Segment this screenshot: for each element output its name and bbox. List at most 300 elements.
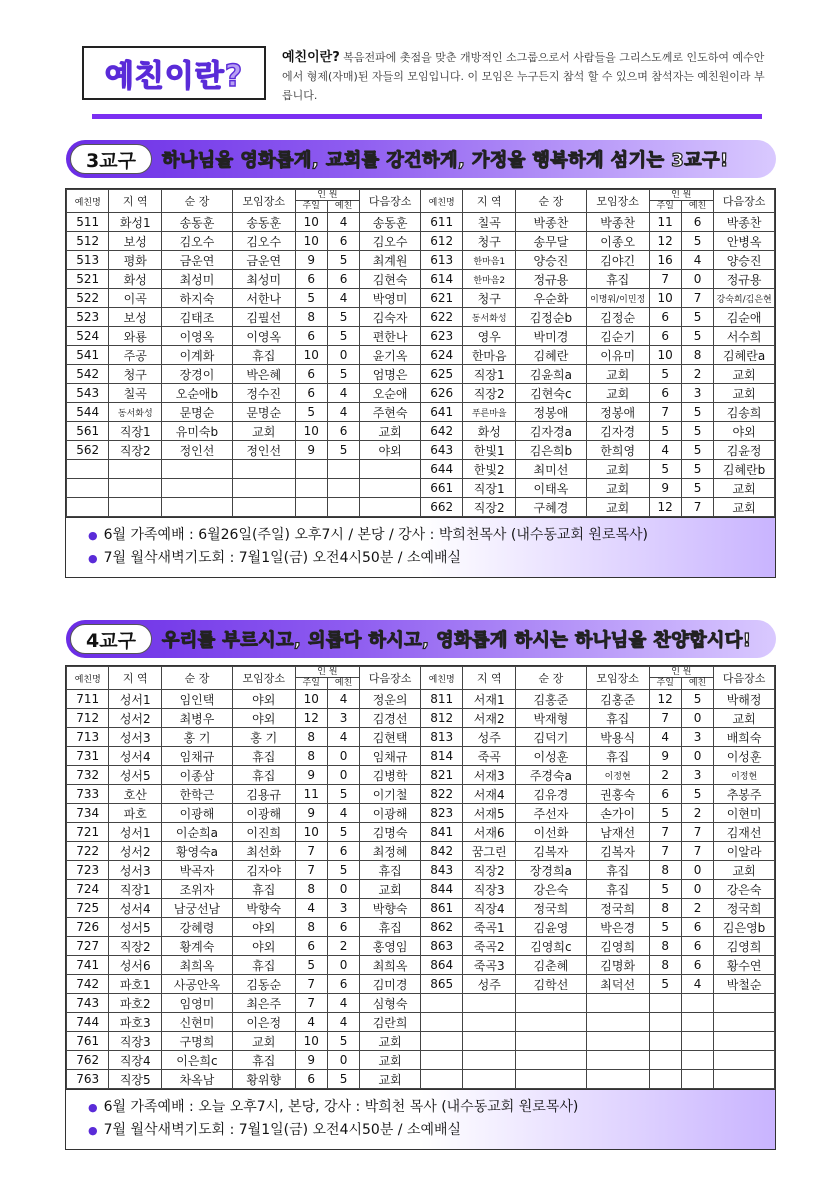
table-cell: 서재1 bbox=[463, 690, 516, 709]
table-cell: 휴집 bbox=[360, 918, 421, 937]
table-cell: 5 bbox=[327, 365, 359, 384]
table-cell bbox=[714, 1070, 775, 1089]
table-cell: 9 bbox=[649, 479, 681, 498]
table-cell: 김홍준 bbox=[516, 690, 587, 709]
table-cell: 교회 bbox=[586, 479, 649, 498]
table-cell: 김미경 bbox=[360, 975, 421, 994]
table-cell: 조위자 bbox=[162, 880, 233, 899]
table-cell bbox=[586, 1051, 649, 1070]
table-cell: 서재2 bbox=[463, 709, 516, 728]
table-cell: 4 bbox=[327, 728, 359, 747]
table-cell: 오순애b bbox=[162, 384, 233, 403]
table-cell: 614 bbox=[420, 270, 462, 289]
table-cell: 김현숙c bbox=[516, 384, 587, 403]
table-cell: 10 bbox=[295, 422, 327, 441]
table-cell bbox=[162, 460, 233, 479]
table-cell: 임인택 bbox=[162, 690, 233, 709]
table-cell: 김필선 bbox=[232, 308, 295, 327]
table-cell: 교회 bbox=[714, 365, 775, 384]
table-cell: 휴집 bbox=[232, 346, 295, 365]
table-cell: 2 bbox=[681, 899, 713, 918]
table-cell: 강숙희/김은현 bbox=[714, 289, 775, 308]
table-cell: 6 bbox=[681, 937, 713, 956]
table-cell: 이태옥 bbox=[516, 479, 587, 498]
table-cell: 최은주 bbox=[232, 994, 295, 1013]
table-cell: 8 bbox=[649, 956, 681, 975]
table-cell: 7 bbox=[295, 994, 327, 1013]
table-cell: 743 bbox=[67, 994, 109, 1013]
table-row bbox=[67, 403, 775, 422]
table-cell: 성주 bbox=[463, 975, 516, 994]
table-cell: 정봉애 bbox=[516, 403, 587, 422]
table-cell: 742 bbox=[67, 975, 109, 994]
col-leader: 순 장 bbox=[516, 667, 587, 690]
table-cell: 직장1 bbox=[463, 479, 516, 498]
table-row bbox=[67, 690, 775, 709]
table-cell: 김은희b bbox=[516, 441, 587, 460]
col-attendance: 인 원 주일 예친 bbox=[649, 190, 714, 213]
table-cell: 561 bbox=[67, 422, 109, 441]
table-row bbox=[67, 728, 775, 747]
table-cell: 교회 bbox=[360, 880, 421, 899]
table-cell: 휴집 bbox=[232, 956, 295, 975]
table-row bbox=[67, 365, 775, 384]
table-cell: 김정순b bbox=[516, 308, 587, 327]
col-leader: 순 장 bbox=[162, 190, 233, 213]
table-cell: 휴집 bbox=[232, 747, 295, 766]
table-cell: 금운연 bbox=[162, 251, 233, 270]
table-cell: 0 bbox=[681, 747, 713, 766]
table-cell: 서재6 bbox=[463, 823, 516, 842]
table-cell: 심형숙 bbox=[360, 994, 421, 1013]
table-cell: 파호2 bbox=[109, 994, 162, 1013]
table-cell: 723 bbox=[67, 861, 109, 880]
table-cell: 6 bbox=[649, 308, 681, 327]
table-cell: 12 bbox=[649, 690, 681, 709]
table-cell: 강은숙 bbox=[516, 880, 587, 899]
table-row bbox=[67, 1013, 775, 1032]
table-cell: 야외 bbox=[714, 422, 775, 441]
table-cell bbox=[109, 460, 162, 479]
table-cell bbox=[681, 994, 713, 1013]
table-cell: 성주 bbox=[463, 728, 516, 747]
table-cell: 641 bbox=[420, 403, 462, 422]
col-next: 다음장소 bbox=[714, 667, 775, 690]
table-cell bbox=[681, 1013, 713, 1032]
table-cell: 5 bbox=[327, 251, 359, 270]
table-row bbox=[67, 880, 775, 899]
table-cell: 5 bbox=[327, 327, 359, 346]
table-cell bbox=[327, 498, 359, 517]
table-cell: 10 bbox=[295, 213, 327, 232]
table-cell bbox=[295, 460, 327, 479]
table-cell: 직장2 bbox=[109, 937, 162, 956]
table-cell: 김명숙 bbox=[360, 823, 421, 842]
table-cell: 7 bbox=[295, 975, 327, 994]
table-row bbox=[67, 479, 775, 498]
table-cell: 직장2 bbox=[463, 384, 516, 403]
table-cell: 5 bbox=[327, 441, 359, 460]
table-cell: 이정현 bbox=[714, 766, 775, 785]
table-cell: 박종찬 bbox=[516, 213, 587, 232]
table-cell: 4 bbox=[327, 289, 359, 308]
table-cell: 휴집 bbox=[360, 861, 421, 880]
table-cell: 교회 bbox=[360, 1051, 421, 1070]
table-cell: 죽곡 bbox=[463, 747, 516, 766]
table-cell: 이영옥 bbox=[232, 327, 295, 346]
table-cell: 4 bbox=[327, 804, 359, 823]
table-row bbox=[67, 327, 775, 346]
table-cell: 844 bbox=[420, 880, 462, 899]
col-id: 예친명 bbox=[67, 667, 109, 690]
table-cell: 이진희 bbox=[232, 823, 295, 842]
table-cell: 4 bbox=[327, 690, 359, 709]
table-cell: 김숙자 bbox=[360, 308, 421, 327]
table-row bbox=[67, 785, 775, 804]
table-cell bbox=[232, 460, 295, 479]
table-cell: 하지숙 bbox=[162, 289, 233, 308]
col-leader: 순 장 bbox=[516, 190, 587, 213]
table-cell: 정국희 bbox=[714, 899, 775, 918]
table-cell: 야외 bbox=[232, 937, 295, 956]
table-cell: 5 bbox=[681, 785, 713, 804]
table-cell bbox=[649, 1013, 681, 1032]
table-cell: 와룡 bbox=[109, 327, 162, 346]
table-cell: 장경이 bbox=[162, 365, 233, 384]
table-cell: 김정순 bbox=[586, 308, 649, 327]
table-cell: 0 bbox=[327, 766, 359, 785]
table-cell: 8 bbox=[295, 918, 327, 937]
table-cell: 청구 bbox=[463, 289, 516, 308]
table-cell: 5 bbox=[681, 460, 713, 479]
table-cell: 최성미 bbox=[232, 270, 295, 289]
notes bbox=[66, 1089, 775, 1149]
table-cell bbox=[295, 498, 327, 517]
table-cell: 정규용 bbox=[516, 270, 587, 289]
table-cell: 2 bbox=[649, 766, 681, 785]
table-cell bbox=[67, 479, 109, 498]
table-cell: 12 bbox=[649, 498, 681, 517]
table-cell: 524 bbox=[67, 327, 109, 346]
table-cell bbox=[714, 1013, 775, 1032]
table-cell: 12 bbox=[649, 232, 681, 251]
table-cell: 0 bbox=[327, 346, 359, 365]
table-cell: 7 bbox=[681, 498, 713, 517]
table-cell: 박종찬 bbox=[586, 213, 649, 232]
note-item: ● 6월 가족예배 : 오늘 오후7시, 본당, 강사 : 박희천 목사 (내수동교회 원로목사) bbox=[88, 1096, 775, 1119]
table-cell: 522 bbox=[67, 289, 109, 308]
table-cell: 차옥남 bbox=[162, 1070, 233, 1089]
table-cell bbox=[586, 994, 649, 1013]
table-cell: 칠곡 bbox=[109, 384, 162, 403]
table-cell: 교회 bbox=[586, 384, 649, 403]
table-cell: 푸른마을 bbox=[463, 403, 516, 422]
table-cell: 남재선 bbox=[586, 823, 649, 842]
table-cell: 김자야 bbox=[232, 861, 295, 880]
table-cell: 박은경 bbox=[586, 918, 649, 937]
table-cell: 죽곡2 bbox=[463, 937, 516, 956]
table-cell: 김윤정 bbox=[714, 441, 775, 460]
table-cell: 김순애 bbox=[714, 308, 775, 327]
table-cell: 734 bbox=[67, 804, 109, 823]
table-cell: 이광해 bbox=[162, 804, 233, 823]
table-cell: 762 bbox=[67, 1051, 109, 1070]
table-cell: 11 bbox=[649, 213, 681, 232]
table-cell: 정인선 bbox=[232, 441, 295, 460]
table-cell: 사공안옥 bbox=[162, 975, 233, 994]
table-cell: 0 bbox=[327, 747, 359, 766]
table-cell: 화성 bbox=[109, 270, 162, 289]
table-cell: 교회 bbox=[360, 1032, 421, 1051]
table-cell: 직장1 bbox=[109, 422, 162, 441]
table-cell: 4 bbox=[327, 213, 359, 232]
table-cell: 4 bbox=[295, 899, 327, 918]
table-cell: 8 bbox=[295, 728, 327, 747]
table-cell: 5 bbox=[681, 327, 713, 346]
table-cell: 정봉애 bbox=[586, 403, 649, 422]
table-cell bbox=[360, 479, 421, 498]
table-cell: 한희영 bbox=[586, 441, 649, 460]
section4-banner bbox=[66, 620, 776, 658]
table-cell: 6 bbox=[649, 384, 681, 403]
table-row bbox=[67, 346, 775, 365]
table-cell: 6 bbox=[295, 937, 327, 956]
table-cell: 양승진 bbox=[516, 251, 587, 270]
table-cell: 보성 bbox=[109, 308, 162, 327]
table-cell: 김영희c bbox=[516, 937, 587, 956]
table-row bbox=[67, 899, 775, 918]
table-cell: 야외 bbox=[232, 690, 295, 709]
table-cell: 624 bbox=[420, 346, 462, 365]
table-cell: 김현숙 bbox=[360, 270, 421, 289]
intro-text bbox=[282, 48, 772, 105]
table-cell: 직장5 bbox=[109, 1070, 162, 1089]
table-cell: 621 bbox=[420, 289, 462, 308]
table-cell: 6 bbox=[327, 918, 359, 937]
table-cell: 직장1 bbox=[109, 880, 162, 899]
table-cell bbox=[360, 498, 421, 517]
table-cell: 정국희 bbox=[516, 899, 587, 918]
table-cell: 0 bbox=[681, 709, 713, 728]
table-row bbox=[67, 251, 775, 270]
table-row bbox=[67, 498, 775, 517]
table-cell: 호산 bbox=[109, 785, 162, 804]
table-cell: 865 bbox=[420, 975, 462, 994]
table-cell: 윤기옥 bbox=[360, 346, 421, 365]
table-cell bbox=[649, 994, 681, 1013]
table-cell: 야외 bbox=[360, 441, 421, 460]
table-cell: 박종찬 bbox=[714, 213, 775, 232]
table-cell: 보성 bbox=[109, 232, 162, 251]
table-cell: 김경선 bbox=[360, 709, 421, 728]
table-cell: 꿈그린 bbox=[463, 842, 516, 861]
table-cell: 10 bbox=[649, 289, 681, 308]
table-cell: 이은정 bbox=[232, 1013, 295, 1032]
section3-table bbox=[65, 188, 776, 578]
table-cell: 8 bbox=[649, 861, 681, 880]
table-cell: 541 bbox=[67, 346, 109, 365]
table-cell: 정수진 bbox=[232, 384, 295, 403]
table-cell: 휴집 bbox=[232, 880, 295, 899]
table-cell: 7 bbox=[295, 861, 327, 880]
table-cell: 홍 기 bbox=[162, 728, 233, 747]
table-cell: 김용규 bbox=[232, 785, 295, 804]
table-cell: 811 bbox=[420, 690, 462, 709]
table-cell: 정운의 bbox=[360, 690, 421, 709]
table-cell: 5 bbox=[681, 422, 713, 441]
table-cell: 8 bbox=[295, 880, 327, 899]
table-cell: 동서화성 bbox=[109, 403, 162, 422]
table-cell: 713 bbox=[67, 728, 109, 747]
table-cell: 9 bbox=[649, 747, 681, 766]
table-cell bbox=[516, 1032, 587, 1051]
table-cell bbox=[714, 1032, 775, 1051]
table-cell bbox=[586, 1070, 649, 1089]
table-cell: 이성훈 bbox=[714, 747, 775, 766]
section3-badge: 3교구 bbox=[70, 144, 152, 174]
table-row bbox=[67, 1051, 775, 1070]
table-cell: 7 bbox=[649, 709, 681, 728]
table-cell bbox=[463, 994, 516, 1013]
table-cell: 최희옥 bbox=[162, 956, 233, 975]
table-cell: 휴집 bbox=[232, 766, 295, 785]
table-cell: 이영옥 bbox=[162, 327, 233, 346]
table-cell: 송무달 bbox=[516, 232, 587, 251]
table-cell: 주경숙a bbox=[516, 766, 587, 785]
section3-slogan: 하나님을 영화롭게, 교회를 강건하게, 가정을 행복하게 섬기는 3교구! bbox=[162, 150, 729, 171]
table-cell bbox=[109, 479, 162, 498]
table-row bbox=[67, 861, 775, 880]
table-cell: 4 bbox=[327, 994, 359, 1013]
table-cell: 배희숙 bbox=[714, 728, 775, 747]
table-cell: 5 bbox=[649, 422, 681, 441]
table-cell: 625 bbox=[420, 365, 462, 384]
table-cell: 12 bbox=[295, 709, 327, 728]
table-cell: 543 bbox=[67, 384, 109, 403]
table-cell: 김순기 bbox=[586, 327, 649, 346]
table-cell: 7 bbox=[681, 289, 713, 308]
note-item: ● 7월 월삭새벽기도회 : 7월1일(금) 오전4시50분 / 소예배실 bbox=[88, 1119, 775, 1142]
table-cell bbox=[420, 994, 462, 1013]
table-cell: 김오수 bbox=[162, 232, 233, 251]
table-cell: 임영미 bbox=[162, 994, 233, 1013]
table-row bbox=[67, 308, 775, 327]
table-cell: 성서2 bbox=[109, 842, 162, 861]
col-id: 예친명 bbox=[420, 190, 462, 213]
table-cell: 763 bbox=[67, 1070, 109, 1089]
table-cell: 황영숙a bbox=[162, 842, 233, 861]
table-cell: 2 bbox=[681, 365, 713, 384]
table-cell: 평화 bbox=[109, 251, 162, 270]
table-cell: 861 bbox=[420, 899, 462, 918]
table-cell: 5 bbox=[649, 365, 681, 384]
table-cell bbox=[516, 1013, 587, 1032]
table-cell bbox=[162, 498, 233, 517]
table-cell: 강은숙 bbox=[714, 880, 775, 899]
table-cell: 6 bbox=[327, 422, 359, 441]
table-cell: 이종오 bbox=[586, 232, 649, 251]
table-cell bbox=[360, 460, 421, 479]
table-cell bbox=[232, 498, 295, 517]
table-cell: 휴집 bbox=[586, 747, 649, 766]
table-cell: 6 bbox=[327, 975, 359, 994]
section4-slogan: 우리를 부르시고, 의롭다 하시고, 영화롭게 하시는 하나님을 찬양합시다! bbox=[162, 630, 752, 651]
table-cell: 청구 bbox=[463, 232, 516, 251]
table-cell bbox=[162, 479, 233, 498]
table-cell: 8 bbox=[649, 937, 681, 956]
table-cell: 김자경 bbox=[586, 422, 649, 441]
table-cell bbox=[420, 1013, 462, 1032]
table-cell: 김자경a bbox=[516, 422, 587, 441]
table-row bbox=[67, 937, 775, 956]
table-cell: 김송희 bbox=[714, 403, 775, 422]
table-cell: 544 bbox=[67, 403, 109, 422]
table-cell: 3 bbox=[327, 899, 359, 918]
table-cell: 우순화 bbox=[516, 289, 587, 308]
table-cell bbox=[516, 994, 587, 1013]
table-cell: 김태조 bbox=[162, 308, 233, 327]
table-cell: 양승진 bbox=[714, 251, 775, 270]
table-cell: 6 bbox=[295, 1070, 327, 1089]
table-cell: 오순애 bbox=[360, 384, 421, 403]
table-cell: 한마음1 bbox=[463, 251, 516, 270]
table-cell: 761 bbox=[67, 1032, 109, 1051]
table-row bbox=[67, 842, 775, 861]
table-cell: 이은희c bbox=[162, 1051, 233, 1070]
table-cell: 휴집 bbox=[586, 270, 649, 289]
table-row bbox=[67, 918, 775, 937]
table-row bbox=[67, 823, 775, 842]
table-cell: 842 bbox=[420, 842, 462, 861]
table-cell: 주선자 bbox=[516, 804, 587, 823]
table-cell: 김복자 bbox=[586, 842, 649, 861]
table-cell: 교회 bbox=[714, 479, 775, 498]
table-cell: 교회 bbox=[714, 861, 775, 880]
table-cell: 9 bbox=[295, 1051, 327, 1070]
table-cell: 교회 bbox=[586, 498, 649, 517]
table-cell: 한빛1 bbox=[463, 441, 516, 460]
table-cell: 박용식 bbox=[586, 728, 649, 747]
table-cell: 813 bbox=[420, 728, 462, 747]
table-cell: 5 bbox=[681, 479, 713, 498]
table-cell: 김홍준 bbox=[586, 690, 649, 709]
table-cell: 5 bbox=[649, 460, 681, 479]
table-cell: 622 bbox=[420, 308, 462, 327]
table-cell: 박곡자 bbox=[162, 861, 233, 880]
col-id: 예친명 bbox=[420, 667, 462, 690]
table-cell: 11 bbox=[295, 785, 327, 804]
table-cell: 623 bbox=[420, 327, 462, 346]
section4-badge: 4교구 bbox=[70, 624, 152, 654]
table-cell: 이선화 bbox=[516, 823, 587, 842]
table-cell: 박영미 bbox=[360, 289, 421, 308]
table-cell: 휴집 bbox=[586, 709, 649, 728]
table-cell: 황수연 bbox=[714, 956, 775, 975]
table-cell: 청구 bbox=[109, 365, 162, 384]
table-cell: 5 bbox=[681, 441, 713, 460]
table-cell: 권홍숙 bbox=[586, 785, 649, 804]
table-cell: 파호3 bbox=[109, 1013, 162, 1032]
table-cell bbox=[649, 1070, 681, 1089]
table-cell: 3 bbox=[681, 384, 713, 403]
table-cell: 성서2 bbox=[109, 709, 162, 728]
table-cell: 724 bbox=[67, 880, 109, 899]
col-leader: 순 장 bbox=[162, 667, 233, 690]
table-cell: 남궁선남 bbox=[162, 899, 233, 918]
table-cell: 화성1 bbox=[109, 213, 162, 232]
table-cell bbox=[232, 479, 295, 498]
table-cell: 5 bbox=[681, 308, 713, 327]
